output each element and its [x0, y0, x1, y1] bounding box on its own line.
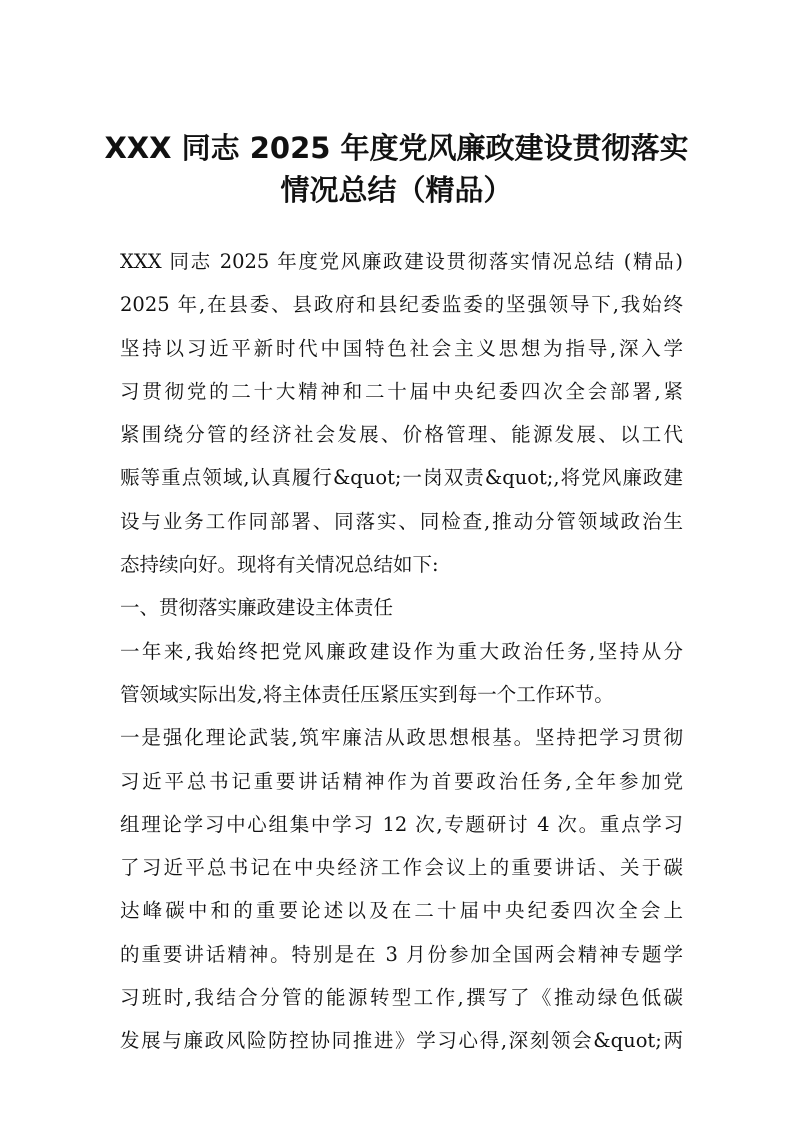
body-line: 习贯彻党的二十大精神和二十届中央纪委四次全会部署,紧	[120, 379, 683, 403]
document-title	[0, 127, 793, 211]
body-line: 达峰碳中和的重要论述以及在二十届中央纪委四次全会上	[120, 899, 683, 923]
body-line: 紧围绕分管的经济社会发展、价格管理、能源发展、以工代	[120, 423, 683, 447]
body-line: 管领域实际出发,将主体责任压紧压实到每一个工作环节。	[120, 682, 614, 706]
body-line: 一年来,我始终把党风廉政建设作为重大政治任务,坚持从分	[120, 639, 683, 663]
body-line: 习近平总书记重要讲话精神作为首要政治任务,全年参加党	[120, 769, 683, 793]
body-line: 了习近平总书记在中央经济工作会议上的重要讲话、关于碳	[120, 856, 683, 880]
body-line: 坚持以习近平新时代中国特色社会主义思想为指导,深入学	[120, 336, 683, 360]
title-line-1: XXX 同志 2025 年度党风廉政建设贯彻落实	[104, 131, 689, 165]
body-line: 发展与廉政风险防控协同推进》学习心得,深刻领会&quot;两	[120, 1029, 683, 1053]
body-line: 态持续向好。现将有关情况总结如下:	[120, 553, 439, 577]
section-heading: 一、贯彻落实廉政建设主体责任	[120, 596, 394, 620]
body-line: 的重要讲话精神。特别是在 3 月份参加全国两会精神专题学	[120, 942, 683, 966]
document-body	[120, 240, 683, 1063]
body-line: 组理论学习中心组集中学习 12 次,专题研讨 4 次。重点学习	[120, 812, 683, 836]
body-line: 习班时,我结合分管的能源转型工作,撰写了《推动绿色低碳	[120, 986, 683, 1010]
title-line-2: 情况总结（精品）	[280, 173, 513, 207]
body-line: 2025 年,在县委、县政府和县纪委监委的坚强领导下,我始终	[120, 293, 683, 317]
body-line: XXX 同志 2025 年度党风廉政建设贯彻落实情况总结 (精品)	[120, 250, 683, 273]
body-line: 设与业务工作同部署、同落实、同检查,推动分管领域政治生	[120, 509, 683, 533]
body-line: 赈等重点领域,认真履行&quot;一岗双责&quot;,将党风廉政建	[120, 466, 683, 490]
body-line: 一是强化理论武装,筑牢廉洁从政思想根基。坚持把学习贯彻	[120, 726, 683, 750]
